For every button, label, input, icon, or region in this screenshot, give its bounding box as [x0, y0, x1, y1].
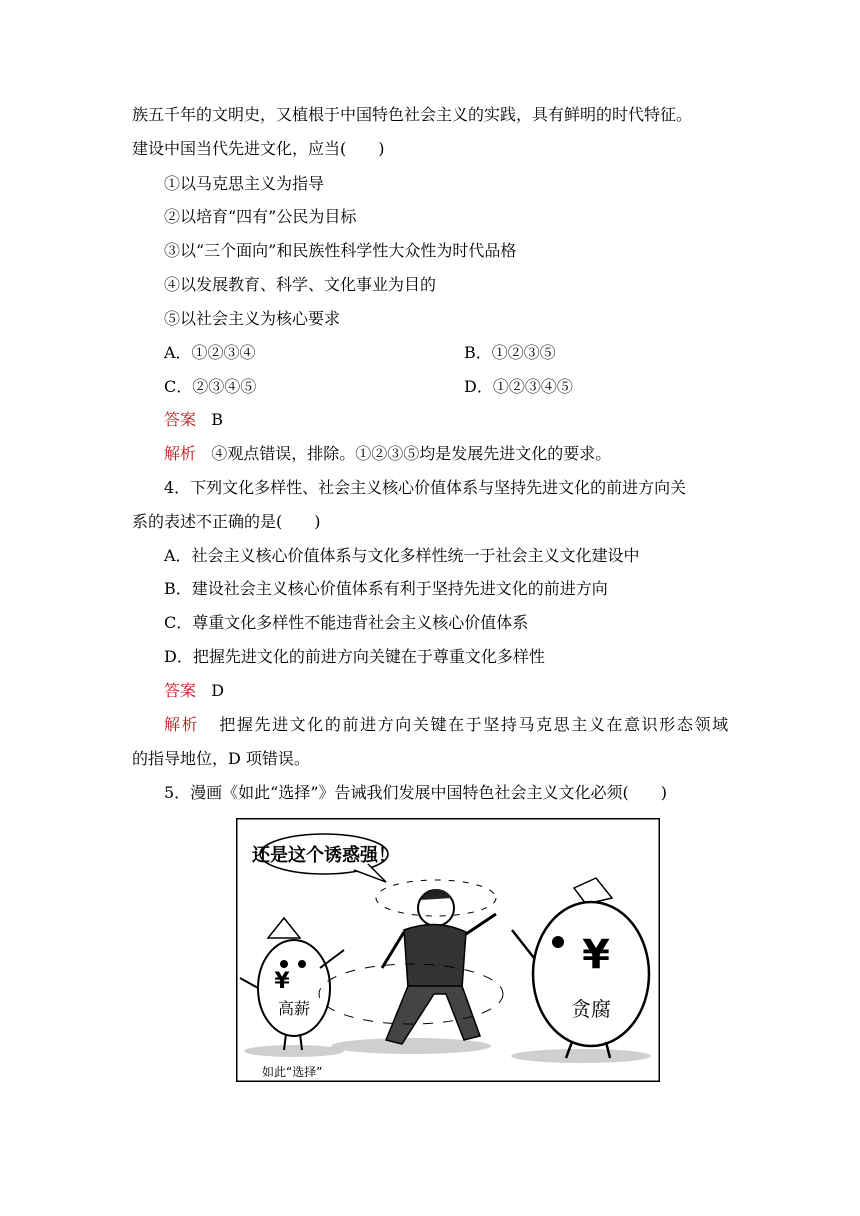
q5-stem: 5．漫画《如此“选择”》告诫我们发展中国特色社会主义文化必须( ) — [164, 783, 668, 802]
q3-item-4: ④以发展教育、科学、文化事业为目的 — [164, 275, 437, 294]
q3-item-3: ③以“三个面向”和民族性科学性大众性为时代品格 — [164, 241, 517, 260]
answer-value: B — [211, 410, 224, 429]
ground-shadow — [331, 1038, 491, 1054]
yen-symbol: ¥ — [274, 969, 290, 994]
q3-item-2: ②以培育“四有”公民为目标 — [164, 207, 357, 226]
q4-option-d: D．把握先进文化的前进方向关键在于尊重文化多样性 — [164, 647, 545, 666]
q3-option-b: B．①②③⑤ — [464, 343, 556, 362]
q3-option-a: A．①②③④ — [164, 343, 256, 362]
q4-option-c: C．尊重文化多样性不能违背社会主义核心价值体系 — [164, 613, 529, 632]
bag-label: 高薪 — [277, 999, 311, 1018]
q3-item-1: ①以马克思主义为指导 — [164, 174, 325, 193]
ground-shadow — [244, 1045, 344, 1057]
q3-analysis — [164, 443, 611, 465]
ground-shadow — [511, 1049, 651, 1063]
q4-analysis-line1 — [164, 714, 730, 736]
analysis-label: 解析 — [164, 444, 197, 463]
q4-option-a: A．社会主义核心价值体系与文化多样性统一于社会主义文化建设中 — [164, 546, 640, 565]
answer-label: 答案 — [164, 681, 197, 700]
analysis-label: 解析 — [164, 715, 200, 734]
q3-option-d: D．①②③④⑤ — [464, 377, 573, 396]
q3-answer — [164, 409, 223, 431]
yen-symbol: ¥ — [582, 932, 610, 978]
answer-value: D — [211, 681, 225, 700]
answer-label: 答案 — [164, 410, 197, 429]
analysis-text: ④观点错误，排除。①②③⑤均是发展先进文化的要求。 — [211, 444, 612, 463]
q3-option-c: C．②③④⑤ — [164, 377, 257, 396]
bag-label: 贪腐 — [571, 997, 611, 1021]
q4-analysis-line2: 的指导地位，D 项错误。 — [132, 749, 310, 768]
q3-stem-line1: 族五千年的文明史，又植根于中国特色社会主义的实践，具有鲜明的时代特征。 — [132, 105, 693, 124]
speech-text: 还是这个诱惑强！ — [252, 845, 396, 866]
q3-item-5: ⑤以社会主义为核心要求 — [164, 309, 341, 328]
q4-answer — [164, 680, 224, 702]
q3-stem-line2: 建设中国当代先进文化，应当( ) — [132, 139, 385, 158]
analysis-text: 把握先进文化的前进方向关键在于坚持马克思主义在意识形态领域 — [219, 715, 730, 734]
cartoon-image — [236, 818, 660, 1082]
q4-option-b: B．建设社会主义核心价值体系有利于坚持先进文化的前进方向 — [164, 579, 608, 598]
q4-stem-line1: 4．下列文化多样性、社会主义核心价值体系与坚持先进文化的前进方向关 — [164, 478, 687, 497]
cartoon-caption: 如此“选择” — [262, 1065, 323, 1079]
q4-stem-line2: 系的表述不正确的是( ) — [132, 512, 321, 531]
